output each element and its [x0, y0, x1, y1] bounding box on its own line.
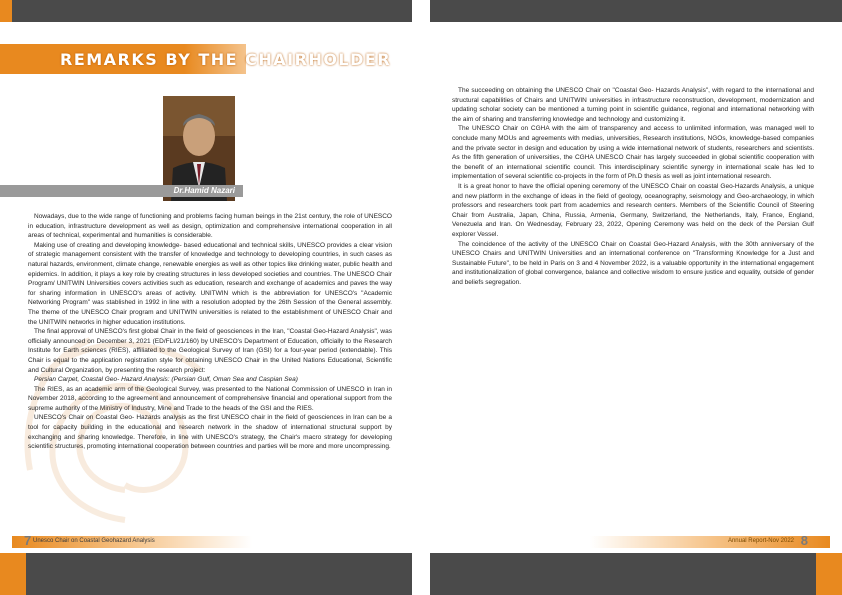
photo-caption: Dr.Hamid Nazari	[173, 186, 235, 195]
paragraph: UNESCO's Chair on Coastal Geo- Hazards analysis as the first UNESCO chair in the field of geosciences in Iran can be a tool for capacity building in the educational and research network in the shadow of international structural support by exchanging and sharing knowledge. Therefore, in line with UNESCO's strategy, the Chair's macro strategy for developing scientific structures, promoting international cooperation between countries and parties will be more and more uncompressing.	[28, 414, 392, 451]
top-bar	[0, 0, 842, 22]
page-gutter-top	[412, 0, 430, 22]
bottom-bar	[0, 553, 842, 595]
bottom-orange-accent-left	[0, 553, 26, 595]
right-column-text	[452, 86, 814, 287]
bottom-orange-accent-right	[816, 553, 842, 595]
page-number-left: 7	[24, 533, 32, 548]
paragraph: Making use of creating and developing knowledge- based educational and technical skills, UNESCO provides a clear vision of strategic management consistent with the transfer of knowledge and technology to developing countries, in such cases as natural hazards, environment, climate change, renewable energies as well as other topics like drinking water, public health and epidemics. In addition, it plays a key role by creating structures in less developed societies and countries. The UNESCO Chair Program/ UNITWIN Universities covers activities such as education, research and exchange of academics and paves the way for sharing information in UNESCO's areas of activity. UNITWIN which is the abbreviation for UNESCO's "Academic Networking Program" was stablished in 1992 in line with a resolution adopted by the 26th Session of the General assembly. The theme of the UNESCO Chair program and UNITWIN universities is related to the establishment of UNESCO Chair and the UNITWIN networks in higher education institutions.	[28, 241, 392, 326]
paragraph: The RIES, as an academic arm of the Geological Survey, was presented to the National Commission of UNESCO in Iran in November 2018, according to the agreement and announcement of comprehensive financial and operational support from the supreme authority of the Ministry of Industry, Mine and Trade to the heads of the GSI and the RIES.	[28, 385, 392, 412]
page-number-right: 8	[800, 533, 808, 548]
paragraph: It is a great honor to have the official opening ceremony of the UNESCO Chair on coastal Geo-Hazards Analysis, a unique and new platform in the exchange of ideas in the field of geology, oceanography, seismology and Geo-archaeology, in which professors and researchers took part from academics and research centers. Members of the Scientific Council of Steering Chair from Australia, Japan, China, Russia, Armenia, Germany, Switzerland, the Netherlands, Italy, France, England, Venezuela and Iran. On Wednesday, February 23, 2022, Opening Ceremony was held on the deck of the Persian Gulf explorer Vessel.	[452, 182, 814, 238]
footer-right-text: Annual Report-Nov 2022	[727, 538, 794, 544]
paragraph: The final approval of UNESCO's first global Chair in the field of geosciences in the Iran, "Coastal Geo-Hazard Analysis", was officially announced on December 3, 2021 (ED/FLI/21/160) by UNESCO's Department of Education, officially to the Research Institute for Earth sciences (RIES), affiliated to the Geological Survey of Iran (GSI) for a four-year period (extendable). This Chair is equal to the application registration style for obtaining UNESCO Chair in the United Nations Educational, Scientific and Cultural Organization, by presenting the research project:	[28, 328, 392, 374]
paragraph: Nowadays, due to the wide range of functioning and problems facing human beings in the 21st century, the role of UNESCO in education, infrastructure development as well as design, optimization and comprehensive international cooperation in all areas of technical, experimental and humanities is considerable.	[28, 213, 392, 240]
footer-left-text: Unesco Chair on Coastal Geohazard Analysis	[33, 538, 155, 544]
paragraph: The UNESCO Chair on CGHA with the aim of transparency and access to unlimited information, was managed well to conclude many MOUs and agreements with medias, universities, Research institutions, NGOs, knowledge-based companies and the private sector in design and education by using a wide international network of students, researchers and scientists. As the fifth generation of universities, the CGHA UNESCO Chair has largely succeeded in global scientific cooperation with the benefit of an international scientific council. This interdisciplinary scientific synergy in international scale has led to implementation of several scientific co-projects in the form of Ph.D thesis as well as joint international research.	[452, 125, 814, 181]
page-title: REMARKS BY THE CHAIRHOLDER	[60, 50, 392, 69]
paragraph: The coincidence of the activity of the UNESCO Chair on Coastal Geo-Hazard Analysis, with the 30th anniversary of the UNESCO Chairs and UNITWIN Universities and an international conference on "Transforming Knowledge for a Just and Sustainable Future", to be held in Paris on 3 and 4 November 2022, is a valuable opportunity in the international engagement and institutionalization of global convergence, balance and collective wisdom to ensure justice and equality, outside of gender and beliefs segregation.	[452, 240, 814, 286]
project-title-paragraph: Persian Carpet, Coastal Geo- Hazard Analysis: (Persian Gulf, Oman Sea and Caspian Sea)	[34, 376, 298, 384]
photo-caption-bar	[0, 185, 243, 197]
left-column-text	[28, 212, 392, 452]
paragraph: The succeeding on obtaining the UNESCO Chair on "Coastal Geo- Hazards Analysis", with regard to the international and structural capabilities of Chairs and UNITWIN universities in infrastructure reconstruction, development, modernization and updating scholar society can be mentioned a turning point in scientific guidance, regional and international networking with the aim of sharing and transferring knowledge and technology and customizing it.	[452, 87, 814, 123]
top-orange-accent	[0, 0, 12, 22]
page-gutter-bottom	[412, 553, 430, 595]
